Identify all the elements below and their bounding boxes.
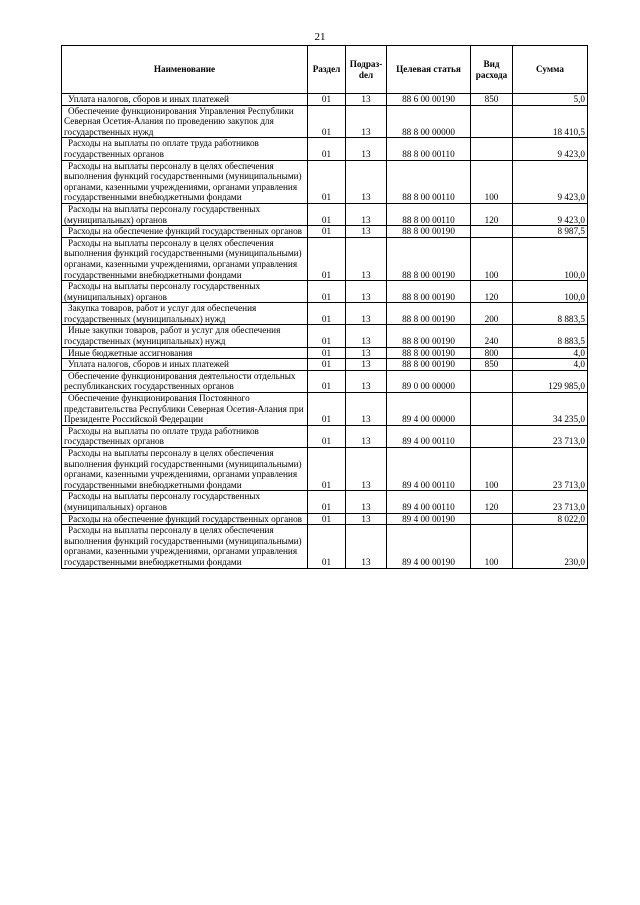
row-sum-cell: 4,0	[513, 359, 588, 371]
row-sum-cell: 8 883,5	[513, 303, 588, 325]
row-target-cell: 88 6 00 00190	[387, 94, 471, 106]
row-section-cell: 01	[308, 513, 346, 525]
row-name-cell	[62, 281, 308, 303]
row-name-text: Обеспечение функционирования Постоянного представительства Республики Северная Осетия-Алания при Президенте Российской Федерации	[64, 393, 304, 425]
row-section-cell: 01	[308, 325, 346, 347]
table-row	[62, 513, 588, 525]
row-section-cell: 01	[308, 160, 346, 203]
table-header-row	[62, 46, 588, 94]
row-target-cell: 88 8 00 00190	[387, 347, 471, 359]
row-section-cell: 01	[308, 237, 346, 280]
row-sum-cell: 23 713,0	[513, 491, 588, 513]
header-target: Целевая статья	[387, 46, 471, 94]
header-type: Вид расхода	[471, 46, 513, 94]
row-section-cell: 01	[308, 448, 346, 491]
row-sum-cell: 100,0	[513, 281, 588, 303]
row-name-cell	[62, 160, 308, 203]
row-name-text: Расходы на выплаты персоналу в целях обеспечения выполнения функций государственными (муниципальными) органами, казенными учреждениями, органами управления государственными внебюджетными фондами	[64, 237, 302, 280]
row-subsection-cell: 13	[346, 281, 387, 303]
row-name-cell	[62, 370, 308, 392]
row-target-cell: 88 8 00 00190	[387, 226, 471, 238]
table-row	[62, 160, 588, 203]
row-section-cell: 01	[308, 347, 346, 359]
row-name-cell	[62, 237, 308, 280]
row-section-cell: 01	[308, 359, 346, 371]
table-row	[62, 370, 588, 392]
row-name-text: Иные закупки товаров, работ и услуг для обеспечения государственных (муниципальных) нужд	[64, 325, 281, 347]
row-subsection-cell: 13	[346, 138, 387, 160]
row-type-cell: 100	[471, 160, 513, 203]
row-section-cell: 01	[308, 226, 346, 238]
row-name-text: Расходы на выплаты персоналу государственных (муниципальных) органов	[64, 491, 261, 512]
row-subsection-cell: 13	[346, 448, 387, 491]
row-sum-cell: 230,0	[513, 525, 588, 568]
row-sum-cell: 8 987,5	[513, 226, 588, 238]
row-subsection-cell: 13	[346, 94, 387, 106]
table-row	[62, 138, 588, 160]
row-target-cell: 89 4 00 00110	[387, 491, 471, 513]
row-subsection-cell: 13	[346, 160, 387, 203]
row-section-cell: 01	[308, 425, 346, 447]
row-name-text: Расходы на выплаты персоналу в целях обеспечения выполнения функций государственными (муниципальными) органами, казенными учреждениями, органами управления государственными внебюджетными фондами	[64, 160, 302, 203]
row-target-cell: 88 8 00 00190	[387, 237, 471, 280]
row-section-cell: 01	[308, 138, 346, 160]
row-subsection-cell: 13	[346, 105, 387, 138]
row-name-text: Расходы на выплаты персоналу в целях обеспечения выполнения функций государственными (муниципальными) органами, казенными учреждениями, органами управления государственными внебюджетными фондами	[64, 525, 302, 567]
row-type-cell	[471, 513, 513, 525]
row-section-cell: 01	[308, 203, 346, 225]
row-type-cell: 120	[471, 203, 513, 225]
row-name-cell	[62, 425, 308, 447]
row-name-cell	[62, 513, 308, 525]
table-row	[62, 448, 588, 491]
row-target-cell: 88 8 00 00110	[387, 160, 471, 203]
row-target-cell: 89 4 00 00000	[387, 393, 471, 426]
row-name-cell	[62, 105, 308, 138]
row-sum-cell: 9 423,0	[513, 203, 588, 225]
row-section-cell: 01	[308, 393, 346, 426]
header-sum: Сумма	[513, 46, 588, 94]
table-row	[62, 237, 588, 280]
row-sum-cell: 129 985,0	[513, 370, 588, 392]
row-type-cell: 120	[471, 281, 513, 303]
row-type-cell	[471, 370, 513, 392]
row-name-cell	[62, 347, 308, 359]
row-subsection-cell: 13	[346, 347, 387, 359]
row-sum-cell: 9 423,0	[513, 138, 588, 160]
row-name-text: Обеспечение функционирования Управления Республики Северная Осетия-Алания по проведению закупок для государственных нужд	[64, 105, 294, 137]
row-name-cell	[62, 491, 308, 513]
row-type-cell: 240	[471, 325, 513, 347]
page-number: 21	[314, 31, 326, 43]
row-type-cell	[471, 226, 513, 238]
row-target-cell: 88 8 00 00110	[387, 138, 471, 160]
row-target-cell: 88 8 00 00190	[387, 325, 471, 347]
row-name-cell	[62, 448, 308, 491]
row-subsection-cell: 13	[346, 203, 387, 225]
row-type-cell	[471, 105, 513, 138]
table-row	[62, 525, 588, 568]
row-type-cell	[471, 138, 513, 160]
row-subsection-cell: 13	[346, 513, 387, 525]
header-subsection: Подразdел	[346, 46, 387, 94]
row-target-cell: 89 0 00 00000	[387, 370, 471, 392]
row-sum-cell: 9 423,0	[513, 160, 588, 203]
row-name-cell	[62, 303, 308, 325]
row-section-cell: 01	[308, 303, 346, 325]
row-sum-cell: 23 713,0	[513, 425, 588, 447]
table-row	[62, 325, 588, 347]
row-target-cell: 88 8 00 00000	[387, 105, 471, 138]
row-name-cell	[62, 359, 308, 371]
row-subsection-cell: 13	[346, 359, 387, 371]
row-name-text: Расходы на выплаты по оплате труда работников государственных органов	[64, 138, 259, 159]
row-type-cell: 120	[471, 491, 513, 513]
table-row	[62, 359, 588, 371]
row-name-text: Закупка товаров, работ и услуг для обеспечения государственных (муниципальных) нужд	[64, 303, 257, 324]
row-sum-cell: 8 883,5	[513, 325, 588, 347]
row-name-cell	[62, 138, 308, 160]
row-name-text: Расходы на выплаты персоналу государственных (муниципальных) органов	[64, 281, 261, 302]
row-subsection-cell: 13	[346, 393, 387, 426]
row-target-cell: 88 8 00 00190	[387, 303, 471, 325]
row-name-cell	[62, 525, 308, 568]
row-section-cell: 01	[308, 105, 346, 138]
row-target-cell: 89 4 00 00190	[387, 525, 471, 568]
table-row	[62, 94, 588, 106]
table-row	[62, 491, 588, 513]
row-name-cell	[62, 325, 308, 347]
table-row	[62, 425, 588, 447]
row-type-cell: 100	[471, 237, 513, 280]
table-row	[62, 281, 588, 303]
row-section-cell: 01	[308, 491, 346, 513]
row-section-cell: 01	[308, 370, 346, 392]
row-subsection-cell: 13	[346, 226, 387, 238]
budget-table	[61, 45, 588, 569]
row-target-cell: 88 8 00 00190	[387, 359, 471, 371]
row-sum-cell: 100,0	[513, 237, 588, 280]
row-subsection-cell: 13	[346, 325, 387, 347]
row-subsection-cell: 13	[346, 303, 387, 325]
row-subsection-cell: 13	[346, 491, 387, 513]
row-name-text: Расходы на выплаты персоналу государственных (муниципальных) органов	[64, 203, 261, 225]
row-section-cell: 01	[308, 525, 346, 568]
row-type-cell: 850	[471, 359, 513, 371]
row-type-cell: 100	[471, 448, 513, 491]
row-target-cell: 88 8 00 00110	[387, 203, 471, 225]
row-name-cell	[62, 203, 308, 225]
row-type-cell: 850	[471, 94, 513, 106]
row-name-text: Расходы на обеспечение функций государственных органов	[68, 226, 303, 237]
table-row	[62, 105, 588, 138]
row-name-text: Расходы на обеспечение функций государственных органов	[68, 513, 303, 524]
row-subsection-cell: 13	[346, 525, 387, 568]
row-name-cell	[62, 393, 308, 426]
table-row	[62, 226, 588, 238]
table-body	[62, 94, 588, 569]
row-type-cell: 100	[471, 525, 513, 568]
row-section-cell: 01	[308, 94, 346, 106]
row-type-cell: 200	[471, 303, 513, 325]
row-sum-cell: 5,0	[513, 94, 588, 106]
row-type-cell	[471, 425, 513, 447]
table-row	[62, 203, 588, 225]
header-name: Наименование	[62, 46, 308, 94]
row-target-cell: 89 4 00 00190	[387, 513, 471, 525]
row-type-cell: 800	[471, 347, 513, 359]
row-name-text: Расходы на выплаты по оплате труда работников государственных органов	[64, 425, 259, 447]
row-sum-cell: 18 410,5	[513, 105, 588, 138]
row-target-cell: 89 4 00 00110	[387, 448, 471, 491]
row-name-text: Уплата налогов, сборов и иных платежей	[68, 94, 229, 104]
row-target-cell: 88 8 00 00190	[387, 281, 471, 303]
row-name-text: Обеспечение функционирования деятельности отдельных республиканских государственных органов	[64, 370, 296, 392]
row-name-text: Иные бюджетные ассигнования	[68, 347, 193, 358]
header-section: Раздел	[308, 46, 346, 94]
row-target-cell: 89 4 00 00110	[387, 425, 471, 447]
table-row	[62, 303, 588, 325]
row-subsection-cell: 13	[346, 237, 387, 280]
row-type-cell	[471, 393, 513, 426]
row-subsection-cell: 13	[346, 370, 387, 392]
row-name-text: Расходы на выплаты персоналу в целях обеспечения выполнения функций государственными (муниципальными) органами, казенными учреждениями, органами управления государственными внебюджетными фондами	[64, 448, 302, 490]
table-row	[62, 393, 588, 426]
row-name-cell	[62, 94, 308, 106]
row-sum-cell: 34 235,0	[513, 393, 588, 426]
table-row	[62, 347, 588, 359]
row-sum-cell: 23 713,0	[513, 448, 588, 491]
row-name-cell	[62, 226, 308, 238]
row-section-cell: 01	[308, 281, 346, 303]
row-name-text: Уплата налогов, сборов и иных платежей	[68, 359, 229, 370]
row-sum-cell: 8 022,0	[513, 513, 588, 525]
row-subsection-cell: 13	[346, 425, 387, 447]
row-sum-cell: 4,0	[513, 347, 588, 359]
